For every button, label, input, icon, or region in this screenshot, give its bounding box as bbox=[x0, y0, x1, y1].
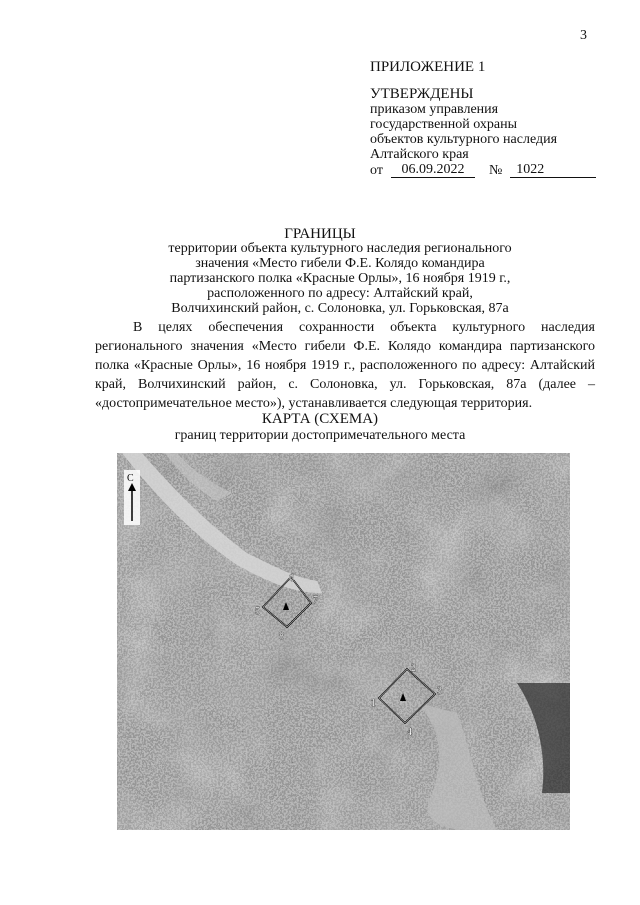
approved-label: УТВЕРЖДЕНЫ bbox=[370, 86, 474, 102]
borders-subtitle-line: Волчихинский район, с. Солоновка, ул. Горьковская, 87а bbox=[171, 301, 509, 316]
order-number: 1022 bbox=[510, 162, 596, 178]
date-prefix: от bbox=[370, 163, 383, 178]
point-label: 1 bbox=[371, 698, 376, 709]
map-title: КАРТА (СХЕМА) bbox=[261, 411, 379, 427]
order-date: 06.09.2022 bbox=[391, 162, 475, 178]
page-number: 3 bbox=[580, 28, 587, 43]
appendix-label: ПРИЛОЖЕНИЕ 1 bbox=[370, 59, 486, 75]
north-label: С bbox=[127, 473, 134, 484]
point-label: 2 bbox=[411, 663, 416, 674]
borders-title: ГРАНИЦЫ bbox=[284, 226, 356, 242]
body-paragraph: В целях обеспечения сохранности объекта культурного наследия регионального значения «Место гибели Ф.Е. Колядо командира партизанского полка «Красные Орлы», 16 ноября 1919 г., расположенного по адресу: Алтайский край, Волчихинский район, с. Солоновка, ул. Горьковская, 87а (далее – «достопримечательное место»), устанавливается следующая территория. bbox=[95, 320, 595, 411]
point-label: 5 bbox=[255, 606, 260, 617]
borders-subtitle-line: значения «Место гибели Ф.Е. Колядо командира bbox=[195, 256, 485, 271]
borders-subtitle-line: территории объекта культурного наследия регионального bbox=[168, 241, 512, 256]
satellite-map bbox=[117, 453, 570, 830]
approval-line: объектов культурного наследия bbox=[370, 132, 558, 147]
point-label: 8 bbox=[279, 631, 284, 642]
approval-line: приказом управления bbox=[370, 102, 499, 117]
point-label: 6 bbox=[289, 573, 294, 584]
borders-subtitle bbox=[140, 241, 540, 316]
borders-subtitle-line: расположенного по адресу: Алтайский край, bbox=[207, 286, 473, 301]
approval-line: Алтайского края bbox=[370, 147, 469, 162]
north-arrow bbox=[124, 470, 140, 525]
approval-line: государственной охраны bbox=[370, 117, 518, 132]
borders-subtitle-line: партизанского полка «Красные Орлы», 16 ноября 1919 г., bbox=[169, 271, 511, 286]
number-prefix: № bbox=[488, 163, 503, 178]
point-label: 4 bbox=[407, 727, 412, 738]
map-subtitle: границ территории достопримечательного места bbox=[174, 428, 466, 443]
point-label: 3 bbox=[437, 686, 442, 697]
map-image bbox=[117, 453, 570, 830]
order-line bbox=[370, 162, 620, 178]
approval-block bbox=[370, 60, 620, 178]
point-label: 7 bbox=[313, 595, 318, 606]
